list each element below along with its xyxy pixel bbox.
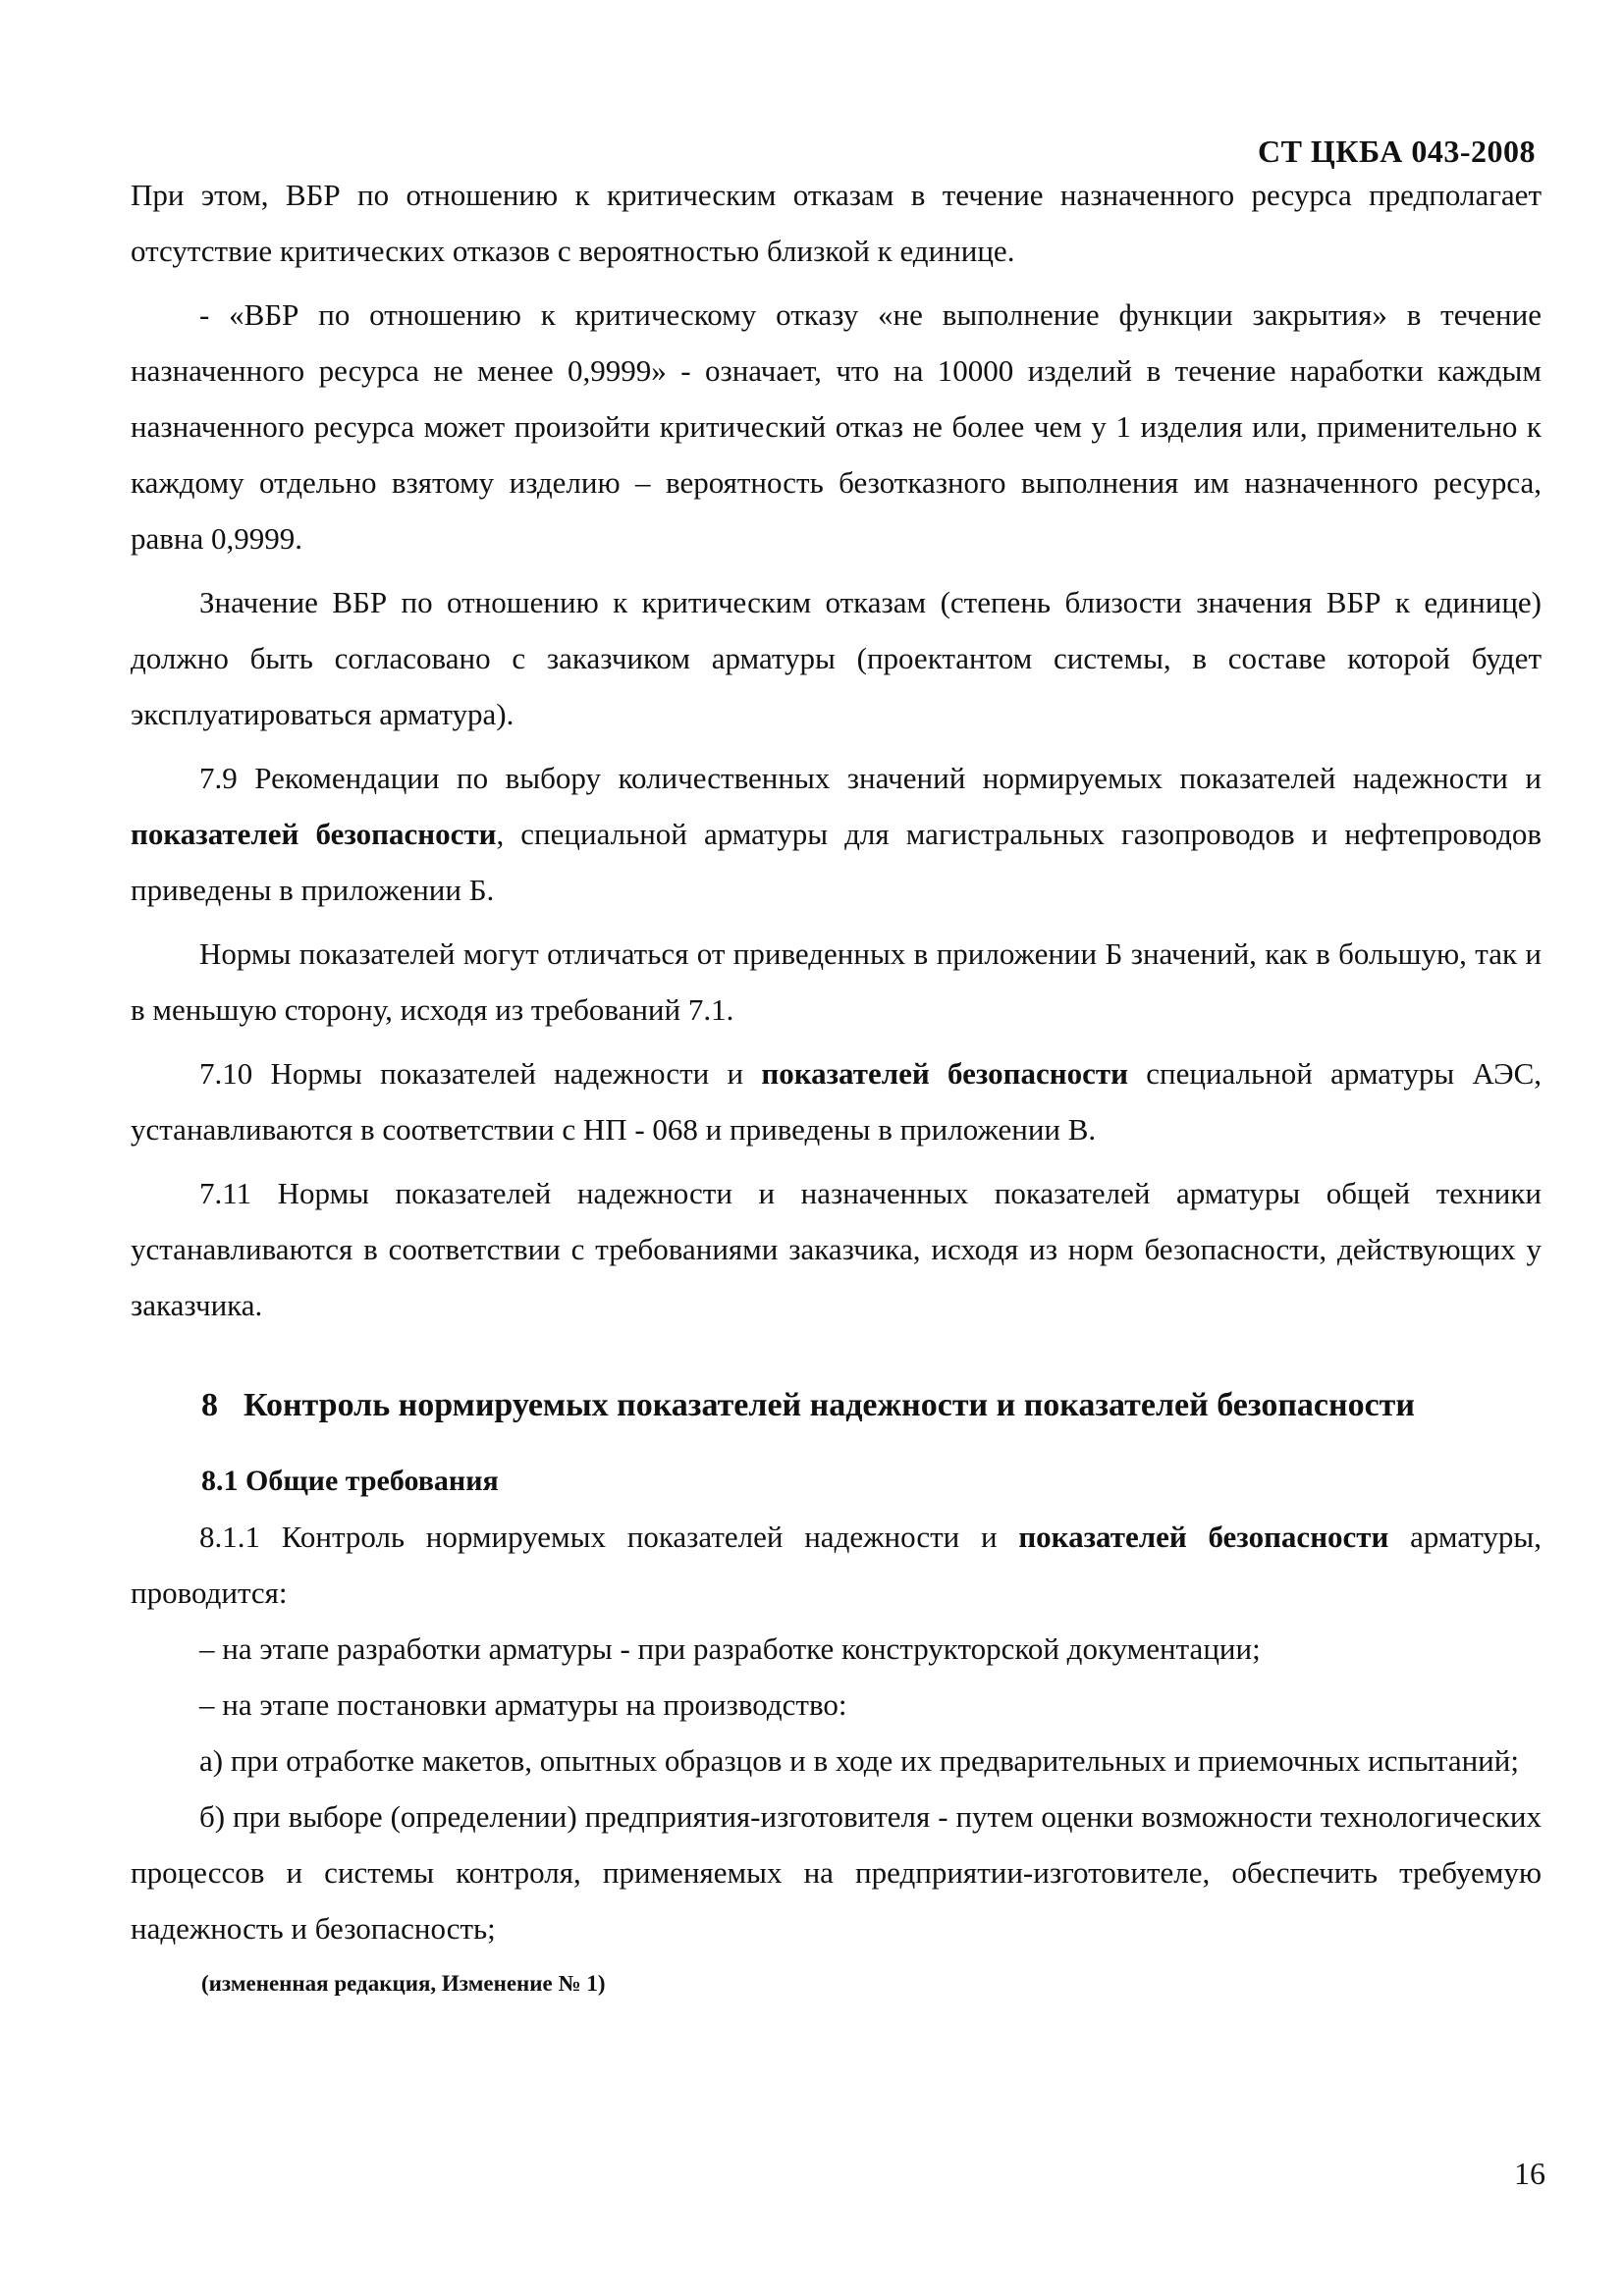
section-8-heading (131, 1372, 1542, 1439)
section-8-number: 8 (201, 1387, 218, 1423)
list-item-b: б) при выборе (определении) предприятия-изготовителя - путем оценки возможности технологических процессов и системы контроля, применяемых на предприятии-изготовителе, обеспечить требуемую надежность и безопасность; (131, 1799, 1542, 1946)
paragraph-vbr-value: Значение ВБР по отношению к критическим отказам (степень близости значения ВБР к единице) должно быть согласовано с заказчиком арматуры (проектантом системы, в составе которой будет эксплуатироваться арматура). (131, 585, 1542, 731)
paragraph-7-9-text-a: 7.9 Рекомендации по выбору количественных значений нормируемых показателей надежности и (199, 761, 1542, 795)
list-item-production: – на этапе постановки арматуры на производство: (199, 1687, 847, 1722)
paragraph-8-1-1-text-b: арматуры, проводится: (131, 1520, 1542, 1610)
page-content (131, 167, 1542, 2005)
paragraph-7-10 (131, 1045, 1542, 1157)
paragraph-7-10-text-a: 7.10 Нормы показателей надежности и (199, 1056, 762, 1091)
paragraph-8-1-1-bold: показателей безопасности (1018, 1520, 1389, 1554)
section-8-title: Контроль нормируемых показателей надежности и показателей безопасности (244, 1387, 1415, 1423)
paragraph-8-1-1 (131, 1509, 1542, 1621)
paragraph-7-10-bold: показателей безопасности (761, 1056, 1128, 1091)
paragraph-7-9-bold: показателей безопасности (131, 817, 497, 851)
list-item-development: – на этапе разработки арматуры - при разработке конструкторской документации; (199, 1631, 1261, 1666)
subsection-8-1-heading: 8.1 Общие требования (201, 1465, 499, 1497)
paragraph-7-11: 7.11 Нормы показателей надежности и назначенных показателей арматуры общей техники устанавливаются в соответствии с требованиями заказчика, исходя из норм безопасности, действующих у заказчика. (131, 1176, 1542, 1322)
paragraph-vbr-intro: При этом, ВБР по отношению к критическим отказам в течение назначенного ресурса предполагает отсутствие критических отказов с вероятностью близкой к единице. (131, 178, 1542, 268)
paragraph-norms: Нормы показателей могут отличаться от приведенных в приложении Б значений, как в большую, так и в меньшую сторону, исходя из требований 7.1. (131, 936, 1542, 1027)
document-code: СТ ЦКБА 043-2008 (1257, 133, 1536, 169)
edition-note: (измененная редакция, Изменение № 1) (201, 1971, 606, 1996)
list-item-a: а) при отработке макетов, опытных образцов и в ходе их предварительных и приемочных испытаний; (199, 1743, 1519, 1778)
paragraph-7-10-text-b: специальной арматуры АЭС, устанавливаются в соответствии с НП - 068 и приведены в приложении В. (131, 1056, 1543, 1147)
paragraph-7-9 (131, 750, 1542, 918)
paragraph-7-9-text-b: , специальной арматуры для магистральных газопроводов и нефтепроводов приведены в приложении Б. (131, 817, 1542, 907)
paragraph-8-1-1-text-a: 8.1.1 Контроль нормируемых показателей надежности и (199, 1520, 1019, 1554)
page-number: 16 (1514, 2156, 1545, 2191)
paragraph-vbr-example: - «ВБР по отношению к критическому отказу «не выполнение функции закрытия» в течение назначенного ресурса не менее 0,9999» - означает, что на 10000 изделий в течение наработки каждым назначенного ресурса может произойти критический отказ не более чем у 1 изделия или, применительно к каждому отдельно взятому изделию – вероятность безотказного выполнения им назначенного ресурса, равна 0,9999. (131, 297, 1542, 556)
